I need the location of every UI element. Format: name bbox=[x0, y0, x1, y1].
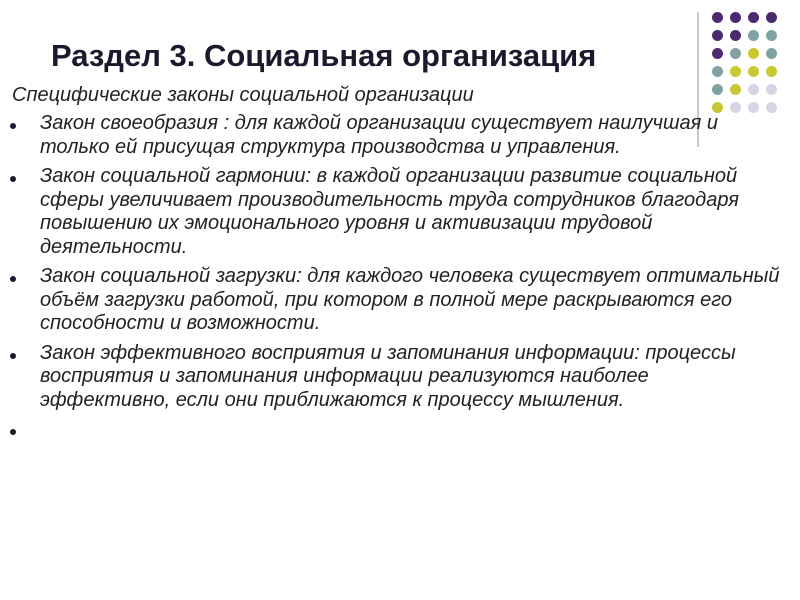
bullet-dot-icon bbox=[10, 276, 16, 282]
bullet-item-1 bbox=[0, 112, 800, 159]
decorative-dot bbox=[748, 66, 759, 77]
decorative-dot bbox=[712, 12, 723, 23]
decorative-dot bbox=[748, 48, 759, 59]
bullet-text: Закон социальной гармонии: в каждой организации развитие социальной сферы увеличивает производительность труда сотрудников благодаря повышению их эмоционального уровня и активизации трудовой деятельности. bbox=[40, 165, 739, 258]
decorative-dot bbox=[730, 12, 741, 23]
slide-title: Раздел 3. Социальная организация bbox=[51, 38, 597, 73]
decorative-dot bbox=[766, 30, 777, 41]
bullet-item-empty bbox=[0, 418, 800, 442]
decorative-dot bbox=[712, 84, 723, 95]
bullet-dot-icon bbox=[10, 176, 16, 182]
decorative-dot-grid bbox=[712, 12, 792, 112]
decorative-dot bbox=[766, 12, 777, 23]
bullet-item-3 bbox=[0, 265, 800, 336]
decorative-dot bbox=[730, 66, 741, 77]
bullet-item-2 bbox=[0, 165, 800, 259]
bullet-text: Закон социальной загрузки: для каждого человека существует оптимальный объём загрузки работой, при котором в полной мере раскрываются его способности и возможности. bbox=[40, 265, 780, 334]
bullet-dot-icon bbox=[10, 429, 16, 435]
decorative-dot bbox=[712, 30, 723, 41]
decorative-dot bbox=[766, 48, 777, 59]
decorative-dot bbox=[748, 84, 759, 95]
decorative-dot bbox=[712, 66, 723, 77]
bullet-item-4 bbox=[0, 342, 800, 413]
decorative-dot bbox=[748, 12, 759, 23]
decorative-dot bbox=[730, 48, 741, 59]
decorative-dot bbox=[730, 84, 741, 95]
decorative-dot bbox=[748, 30, 759, 41]
bullet-dot-icon bbox=[10, 123, 16, 129]
decorative-dot bbox=[766, 66, 777, 77]
decorative-dot bbox=[730, 30, 741, 41]
bullet-text: Закон своеобразия : для каждой организации существует наилучшая и только ей присущая структура производства и управления. bbox=[40, 112, 719, 158]
decorative-dot bbox=[712, 48, 723, 59]
slide-subtitle: Специфические законы социальной организации bbox=[12, 84, 474, 106]
bullet-text: Закон эффективного восприятия и запоминания информации: процессы восприятия и запоминания информации реализуются наиболее эффективно, если они приближаются к процессу мышления. bbox=[40, 341, 736, 411]
bullet-list bbox=[0, 112, 800, 448]
decorative-dot bbox=[766, 84, 777, 95]
bullet-dot-icon bbox=[10, 353, 16, 359]
